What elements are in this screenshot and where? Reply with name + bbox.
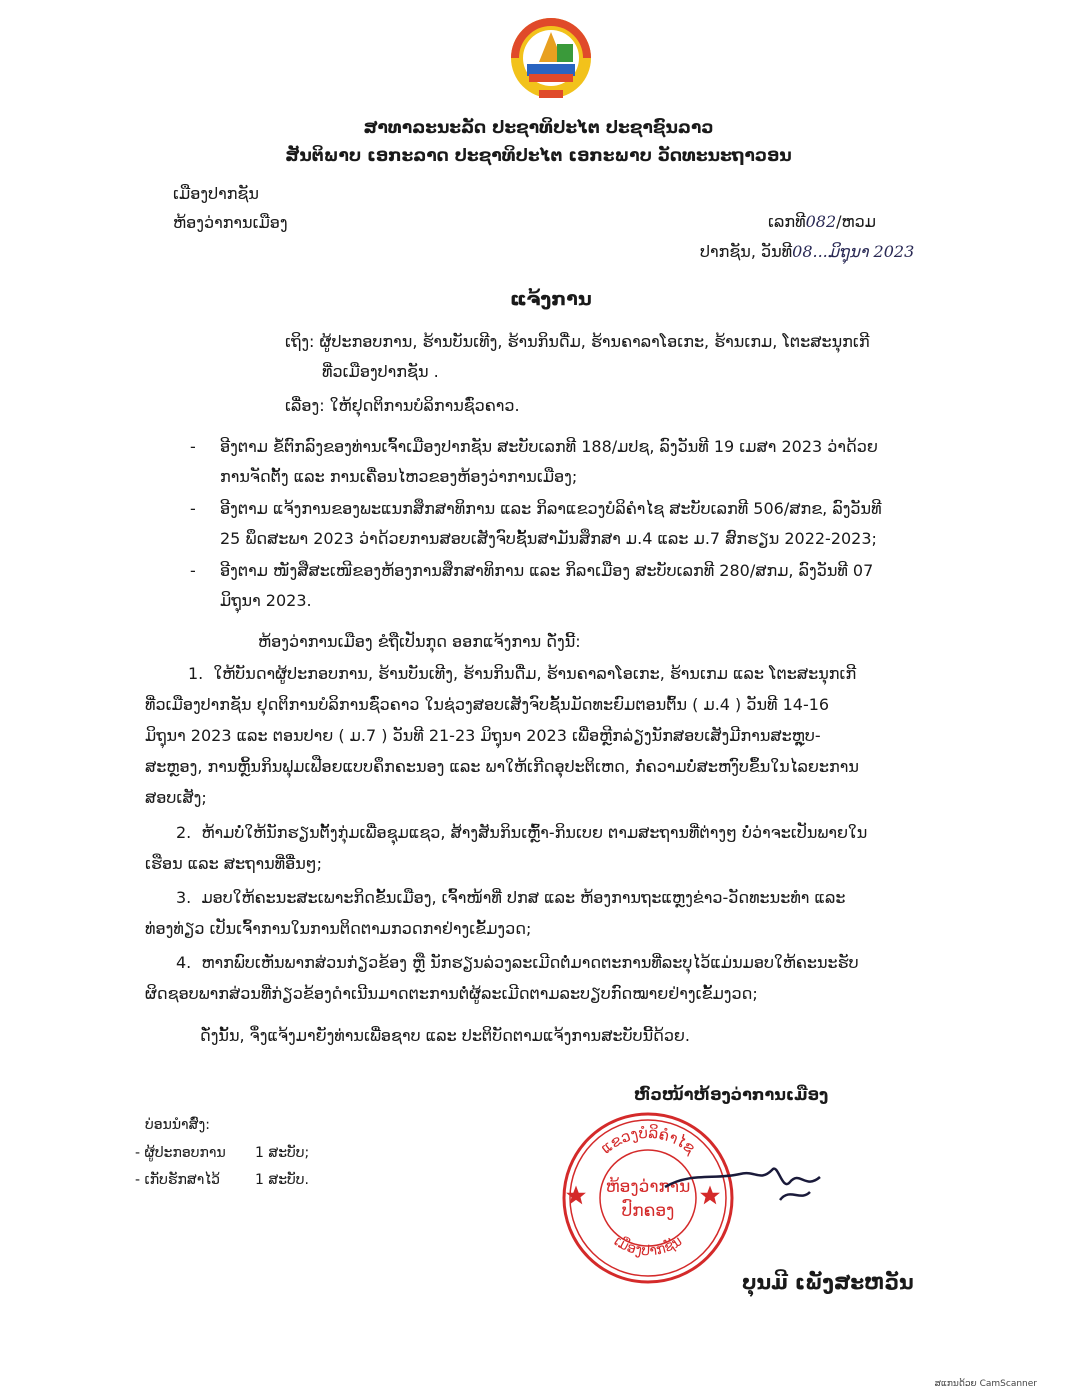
item-number: 3. (176, 888, 192, 907)
reference-number-value: 082 (805, 212, 837, 231)
date-value: 08...ມິຖຸນາ 2023 (792, 242, 915, 261)
distribution-entry-1-name: - ຜູ້ປະກອບການ (135, 1145, 226, 1161)
item-2-line-2: ເຮືອນ ແລະ ສະຖານທີ່ອື່ນໆ; (145, 854, 322, 873)
reference-1-line-1: ອີງຕາມ ຂໍ້ຕົກລົງຂອງທ່ານເຈົ້າເມືອງປາກຊັນ ສະບັບເລກທີ 188/ມປຊ, ລົງວັນທີ 19 ເມສາ 2023 ວ່າດ້ວຍ (220, 437, 878, 456)
reference-2-line-1: ອີງຕາມ ແຈ້ງການຂອງພະແນກສຶກສາທິການ ແລະ ກິລາແຂວງບໍລິຄໍາໄຊ ສະບັບເລກທີ 506/ສກຂ, ລົງວັນທີ (220, 499, 882, 518)
sender-office: ຫ້ອງວ່າການເມືອງ (173, 213, 288, 232)
stamp-center-line-2: ປົກຄອງ (621, 1201, 675, 1221)
reference-number-suffix: /ຫວມ (836, 212, 876, 231)
item-1-line-1 (188, 664, 856, 683)
item-1-line-4: ສະຫຼອງ, ການຫຼິ້ນກິນຟຸມເຟືອຍແບບຄຶກຄະນອງ ແລະ ພາໃຫ້ເກີດອຸປະຕິເຫດ, ກໍ່ຄວາມບໍ່ສະຫງົບຂຶ້ນໃນໄລຍະການ (145, 757, 859, 776)
distribution-entry-2-name: - ເກັບຮັກສາໄວ້ (135, 1172, 220, 1188)
item-number: 4. (176, 953, 192, 972)
subject-text: ໃຫ້ຢຸດຕິການບໍລິການຊົ່ວຄາວ. (329, 396, 520, 415)
reference-number-label: ເລກທີ (768, 212, 806, 231)
distribution-label: ບ່ອນນໍາສົ່ງ: (145, 1117, 210, 1133)
item-3-line-2: ທ່ອງທ່ຽວ ເປັນເຈົ້າການໃນການຕິດຕາມກວດກາຢ່າງເຂັ້ມງວດ; (145, 919, 532, 938)
item-text: ຫາກພົບເຫັນພາກສ່ວນກ່ຽວຂ້ອງ ຫຼື ນັກຮຽນລ່ວງລະເມີດຕໍ່ມາດຕະການທີ່ລະບຸໄວ້ແມ່ນມອບໃຫ້ຄະນະຮັບ (201, 953, 859, 972)
sender-district: ເມືອງປາກຊັນ (173, 184, 259, 203)
reference-number (768, 212, 876, 231)
reference-bullet: - (190, 499, 196, 518)
closing-paragraph: ດັ່ງນັ້ນ, ຈຶ່ງແຈ້ງມາຍັງທ່ານເພື່ອຊາບ ແລະ ປະຕິບັດຕາມແຈ້ງການສະບັບນີ້ດ້ວຍ. (200, 1026, 691, 1045)
to-text-1: ຜູ້ປະກອບການ, ຮ້ານບັນເທີງ, ຮ້ານກິນດື່ມ, ຮ້ານຄາລາໂອເກະ, ຮ້ານເກມ, ໂຕະສະນຸກເກີ (319, 332, 870, 351)
reference-2-line-2: 25 ພຶດສະພາ 2023 ວ່າດ້ວຍການສອບເສັງຈົບຊັ້ນສາມັນສຶກສາ ມ.4 ແລະ ມ.7 ສົກຮຽນ 2022-2023; (220, 529, 877, 548)
intro-paragraph: ຫ້ອງວ່າການເມືອງ ຂໍຖືເປັນກຸດ ອອກແຈ້ງການ ດັ່ງນີ້: (258, 632, 581, 651)
subject-line (285, 396, 520, 415)
distribution-entry-2-count: 1 ສະບັບ. (255, 1172, 310, 1188)
item-4-line-1 (176, 953, 859, 972)
item-text: ໃຫ້ບັນດາຜູ້ປະກອບການ, ຮ້ານບັນເທີງ, ຮ້ານກິນດື່ມ, ຮ້ານຄາລາໂອເກະ, ຮ້ານເກມ ແລະ ໂຕະສະນຸກເກີ (213, 664, 857, 683)
stamp-center-line-1: ຫ້ອງວ່າການ (605, 1177, 691, 1197)
item-text: ມອບໃຫ້ຄະນະສະເພາະກິດຂັ້ນເມືອງ, ເຈົ້າໜ້າທີ່ ປກສ ແລະ ຫ້ອງການຖະແຫຼງຂ່າວ-ວັດທະນະທໍາ ແລະ (201, 888, 846, 907)
item-2-line-1 (176, 823, 867, 842)
to-line-2: ທີ່ວເມືອງປາກຊັນ . (322, 362, 439, 381)
item-3-line-1 (176, 888, 846, 907)
distribution-entry-1-count: 1 ສະບັບ; (255, 1145, 310, 1161)
reference-3-line-2: ມິຖຸນາ 2023. (220, 591, 312, 610)
reference-bullet: - (190, 561, 196, 580)
item-1-line-2: ທີ່ວເມືອງປາກຊັນ ຢຸດຕິການບໍລິການຊົ່ວຄາວ ໃນຊ່ວງສອບເສັງຈົບຊັ້ນມັດທະຍົມຕອນຕົ້ນ ( ມ.4 ) ວັນທີ 14-16 (145, 695, 830, 714)
signatory-name: ບຸນມີ ເພັງສະຫວັນ (742, 1270, 914, 1294)
item-1-line-3: ມິຖຸນາ 2023 ແລະ ຕອນປາຍ ( ມ.7 ) ວັນທີ 21-23 ມິຖຸນາ 2023 ເພື່ອຫຼີກລ່ຽງນັກສອບເສັງມີການສະຫຼຸບ- (145, 726, 821, 745)
header-line-1: ສາທາລະນະລັດ ປະຊາທິປະໄຕ ປະຊາຊົນລາວ (363, 118, 714, 138)
place-date-label: ປາກຊັນ, ວັນທີ (700, 242, 793, 261)
signature-icon (660, 1152, 830, 1212)
reference-place-date (700, 242, 914, 261)
to-line-1 (285, 332, 870, 351)
subject-label: ເລື່ອງ: (285, 396, 325, 415)
header-line-2: ສັນຕິພາບ ເອກະລາດ ປະຊາທິປະໄຕ ເອກະພາບ ວັດທະນະຖາວອນ (285, 146, 792, 166)
document-title: ແຈ້ງການ (510, 288, 592, 310)
item-1-line-5: ສອບເສັງ; (145, 788, 207, 807)
to-label: ເຖິງ: (285, 332, 315, 351)
item-number: 1. (188, 664, 204, 683)
stamp-bottom-text: ເມືອງປາກຊັນ (610, 1233, 686, 1260)
item-4-line-2: ຜິດຊອບພາກສ່ວນທີ່ກ່ຽວຂ້ອງດໍາເນີນມາດຕະການຕໍ່ຜູ້ລະເມີດຕາມລະບຽບກົດໝາຍຢ່າງເຂັ້ມງວດ; (145, 984, 758, 1003)
stamp-top-text: ແຂວງບໍລິຄໍາໄຊ (597, 1123, 699, 1158)
signatory-title: ຫົວໜ້າຫ້ອງວ່າການເມືອງ (634, 1085, 829, 1104)
item-number: 2. (176, 823, 192, 842)
reference-3-line-1: ອີງຕາມ ໜັງສືສະເໜີຂອງຫ້ອງການສຶກສາທິການ ແລະ ກິລາເມືອງ ສະບັບເລກທີ 280/ສກມ, ລົງວັນທີ 07 (220, 561, 874, 580)
item-text: ຫ້າມບໍ່ໃຫ້ນັກຮຽນຕັ້ງກຸ່ມເພື່ອຊຸມແຊວ, ສ້າງສັນກິນເຫຼົ້າ-ກິນເບຍ ຕາມສະຖານທີ່ຕ່າງໆ ບໍ່ວ່າຈະເປັນພາຍໃນ (201, 823, 868, 842)
svg-text:ເມືອງປາກຊັນ (611, 1233, 685, 1259)
reference-bullet: - (190, 437, 196, 456)
scanner-footer: ສແກນດ້ວຍ CamScanner (934, 1379, 1037, 1389)
reference-1-line-2: ການຈັດຕັ້ງ ແລະ ການເຄື່ອນໄຫວຂອງຫ້ອງວ່າການເມືອງ; (220, 467, 578, 486)
national-emblem-icon (505, 14, 597, 102)
